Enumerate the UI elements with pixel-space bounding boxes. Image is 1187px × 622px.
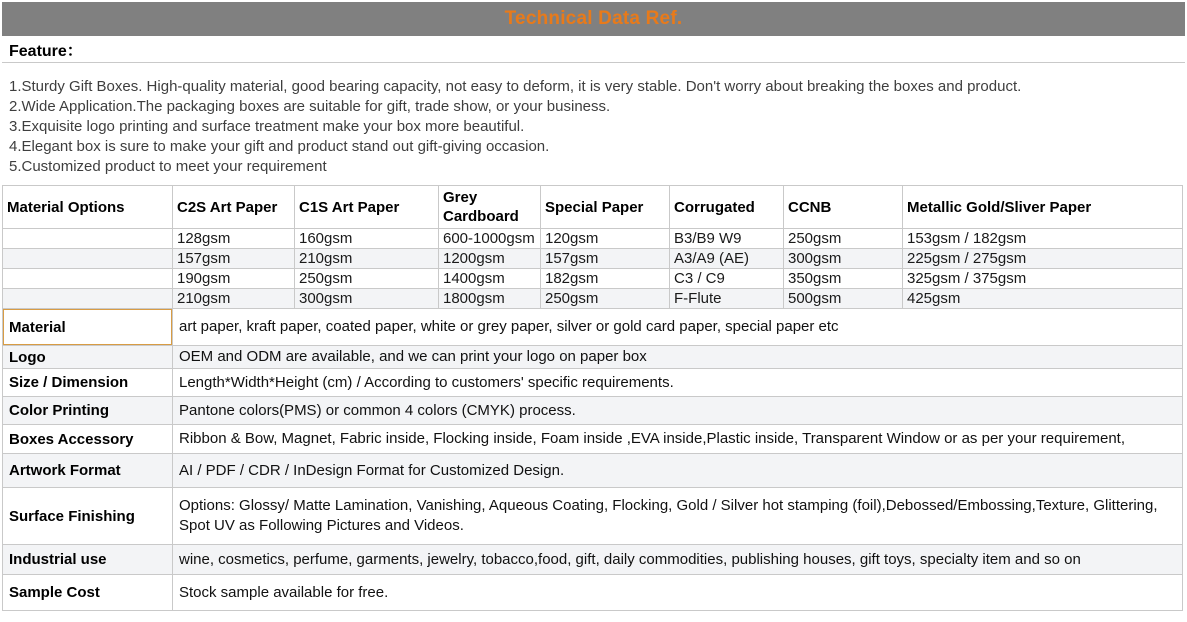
materials-row: [3, 249, 1183, 269]
spec-row: [2, 425, 1183, 454]
spec-value: AI / PDF / CDR / InDesign Format for Customized Design.: [179, 461, 565, 479]
materials-cell: 210gsm: [173, 289, 295, 309]
materials-cell: 250gsm: [784, 229, 903, 249]
feature-item-5: 5.Customized product to meet your requirement: [9, 158, 327, 175]
spec-row: [2, 369, 1183, 397]
page: [2, 2, 1185, 611]
materials-cell: 157gsm: [541, 249, 670, 269]
materials-cell: 350gsm: [784, 269, 903, 289]
feature-item-2: 2.Wide Application.The packaging boxes are suitable for gift, trade show, or your business.: [9, 98, 611, 115]
materials-cell: [3, 269, 173, 289]
materials-cell: 300gsm: [295, 289, 439, 309]
spec-value: Ribbon & Bow, Magnet, Fabric inside, Flocking inside, Foam inside ,EVA inside,Plastic inside, Transparent Window or as per your requirement,: [179, 430, 1126, 447]
materials-cell: 1200gsm: [439, 249, 541, 269]
materials-header-cell: Grey Cardboard: [439, 186, 541, 229]
section-title-bar: [2, 2, 1185, 36]
materials-cell: 182gsm: [541, 269, 670, 289]
spec-row: [2, 545, 1183, 575]
section-title: Technical Data Ref.: [504, 8, 683, 29]
materials-cell: 325gsm / 375gsm: [903, 269, 1183, 289]
materials-header-cell: C1S Art Paper: [295, 186, 439, 229]
materials-cell: 210gsm: [295, 249, 439, 269]
materials-cell: 157gsm: [173, 249, 295, 269]
spec-row: [2, 575, 1183, 611]
spec-value: art paper, kraft paper, coated paper, white or grey paper, silver or gold card paper, special paper etc: [179, 318, 839, 335]
spec-value: Options: Glossy/ Matte Lamination, Vanishing, Aqueous Coating, Flocking, Gold / Silver hot stamping (foil),Debossed/Embossing,Texture, Glittering, Spot UV as Following Pictures and Videos.: [179, 497, 1158, 534]
materials-cell: B3/B9 W9: [670, 229, 784, 249]
spec-label: Artwork Format: [3, 454, 173, 487]
spec-value: OEM and ODM are available, and we can print your logo on paper box: [179, 348, 647, 365]
materials-cell: 160gsm: [295, 229, 439, 249]
materials-cell: [3, 229, 173, 249]
materials-cell: 120gsm: [541, 229, 670, 249]
spec-label: Logo: [3, 346, 173, 368]
spec-label: Color Printing: [3, 397, 173, 424]
materials-row: [3, 229, 1183, 249]
materials-cell: [3, 289, 173, 309]
spec-value: Length*Width*Height (cm) / According to customers' specific requirements.: [179, 373, 674, 391]
spec-row: [2, 346, 1183, 369]
materials-header-cell: Corrugated: [670, 186, 784, 229]
feature-item-4: 4.Elegant box is sure to make your gift and product stand out gift-giving occasion.: [9, 138, 550, 155]
feature-item-1: 1.Sturdy Gift Boxes. High-quality material, good bearing capacity, not easy to deform, it is very stable. Don't worry about breaking the boxes and product.: [9, 78, 1022, 95]
spec-row: [2, 488, 1183, 545]
materials-row: [3, 269, 1183, 289]
materials-cell: 250gsm: [295, 269, 439, 289]
materials-cell: 425gsm: [903, 289, 1183, 309]
spec-label: Sample Cost: [3, 575, 173, 610]
materials-header-cell: Material Options: [3, 186, 173, 229]
materials-cell: 1800gsm: [439, 289, 541, 309]
feature-item-3: 3.Exquisite logo printing and surface treatment make your box more beautiful.: [9, 118, 525, 135]
feature-heading: Feature：: [2, 36, 1185, 63]
spec-table: [2, 309, 1183, 611]
materials-cell: C3 / C9: [670, 269, 784, 289]
spec-row: [2, 397, 1183, 425]
spec-label: Surface Finishing: [3, 488, 173, 544]
materials-cell: 500gsm: [784, 289, 903, 309]
materials-cell: [3, 249, 173, 269]
materials-header-cell: Special Paper: [541, 186, 670, 229]
materials-cell: 128gsm: [173, 229, 295, 249]
materials-cell: A3/A9 (AE): [670, 249, 784, 269]
spec-label: Industrial use: [3, 545, 173, 574]
spec-value: wine, cosmetics, perfume, garments, jewelry, tobacco,food, gift, daily commodities, publishing houses, gift toys, specialty item and so on: [179, 550, 1081, 568]
spec-label: Boxes Accessory: [3, 425, 173, 453]
materials-row: [3, 289, 1183, 309]
materials-cell: 250gsm: [541, 289, 670, 309]
spec-row: [2, 309, 1183, 346]
materials-cell: 1400gsm: [439, 269, 541, 289]
materials-header-cell: C2S Art Paper: [173, 186, 295, 229]
spec-value: Pantone colors(PMS) or common 4 colors (CMYK) process.: [179, 401, 576, 419]
feature-list: [2, 63, 1185, 185]
spec-label: Material: [3, 309, 173, 345]
materials-cell: 153gsm / 182gsm: [903, 229, 1183, 249]
materials-cell: 300gsm: [784, 249, 903, 269]
spec-value: Stock sample available for free.: [179, 583, 389, 601]
materials-cell: 600-1000gsm: [439, 229, 541, 249]
materials-cell: 225gsm / 275gsm: [903, 249, 1183, 269]
materials-cell: 190gsm: [173, 269, 295, 289]
materials-header-cell: CCNB: [784, 186, 903, 229]
materials-header-cell: Metallic Gold/Sliver Paper: [903, 186, 1183, 229]
spec-label: Size / Dimension: [3, 369, 173, 396]
materials-table: [2, 185, 1183, 309]
materials-cell: F-Flute: [670, 289, 784, 309]
spec-row: [2, 454, 1183, 488]
